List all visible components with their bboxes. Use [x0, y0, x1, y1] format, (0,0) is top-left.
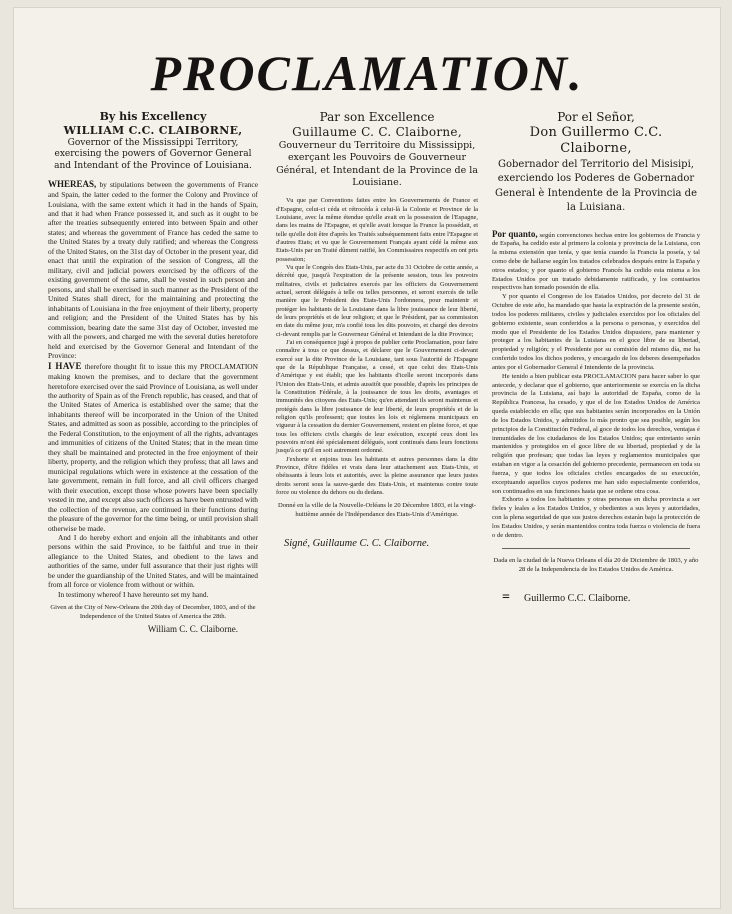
signature-mark-icon: =	[502, 589, 510, 605]
english-witness: In testimony whereof I have hereunto set my hand.	[58, 589, 209, 599]
french-para-2: Vu que le Congrès des Etats-Unis, par acte du 31 Octobre de cette année, a décrété que, jusqu'à l'expiration de la présente session, tous les pouvoirs militaires, civils et judiciaires exercés par les officiers du Gouvernement actuel, seront délégués à telle ou telles personnes, et seront exercés de telle manière que le Président des Etats-Unis l'ordonnera, pour maintenir et protéger les habitants de la Louisiane dans la libre jouissance de leur liberté, de leurs propriétés et de leur religion; et que le Président, par sa commission en date du même jour, m'a confié tous les dits pouvoirs, et chargé des devoirs ci-devant remplis par le Gouverneur Général et Intendant de la dite Province;	[276, 264, 478, 338]
spanish-para-2: Y por quanto el Congreso de los Estados Unidos, por decreto del 31 de Octubre de este año, ha mandado que hasta la expiración de la presente sesión, todos los poderes militares, civiles y judiciales exercidos por los oficiales del gobierno existente, sean conferidos a la persona o personas, y exercidos del modo que el Presidente de los Estados Unidos dispusiere, para mantener y proteger a los habitantes de la Luisiana en el goce libre de su libertad, propiedad y religión; y el Presidente por su comisión del mismo día, me ha conferido todos los dichos poderes, y encargado de los deberes desempeñados antes por el Gobernador General é Intendente de la provincia.	[492, 293, 700, 371]
french-body	[276, 197, 478, 551]
english-para-3: And I do hereby exhort and enjoin all the inhabitants and other persons within the said Province, to be faithful and true in their allegiance to the United States, and obedient to the laws and authorities of the same, under full assurance that their just rights will be under the guardianship of the United States, and will be maintained from all force or violence from without or within.	[48, 533, 258, 590]
english-column	[48, 110, 258, 636]
spanish-divider	[502, 548, 690, 549]
spanish-column	[492, 110, 700, 607]
english-lead: WHEREAS,	[48, 178, 97, 189]
english-i-have: I HAVE	[48, 360, 82, 371]
spanish-signature-line	[492, 589, 700, 608]
english-office: Governor of the Mississippi Territory, exercising the powers of Governor General and Intendant of the Province of Louisiana.	[54, 137, 252, 171]
english-signature: William C. C. Claiborne.	[147, 624, 238, 635]
spanish-para-3: He tenido a bien publicar esta PROCLAMACION para hacer saber lo que antecede, y declarar que el gobierno, que anteriormente se exercía en la dicha provincia de la Luisiana, así bajo la autoridad de España, como de la República Francesa, ha cesado, y que el de los Estados Unidos de América queda establecido en ella; que sus habitantes serán incorporados en la Unión de los Estados Unidos, y admitidos lo más pronto que sea posible, según los principios de la Constitución Federal, al goce de todos los derechos, ventajas é inmunidades de los ciudadanos de los Estados Unidos; que entretanto serán mantenidos y protegidos en el goce libre de su libertad, propiedad y de la religión que profesan; que todas las leyes y reglamentos municipales que estaban en vigor a la cesación del gobierno precedente, permanecen en toda su fuerza, y que todos los oficiales civiles encargados de su execución, exceptuando aquellos cuyos poderes me han sido especialmente conferidos, son continuados en sus funciones hasta que se ordene otra cosa.	[492, 372, 700, 495]
english-by-line: By his Excellency	[99, 110, 207, 123]
english-given: Given at the City of New-Orleans the 20th day of December, 1803, and of the Independence of the United States of America the 28th.	[50, 604, 256, 620]
spanish-given: Dada en la ciudad de la Nueva Orleans el día 20 de Diciembre de 1803, y año 28 de la Independencia de los Estados Unidos de América.	[493, 557, 699, 574]
proclamation-sheet	[14, 8, 720, 908]
spanish-by-line: Por el Señor,	[557, 110, 635, 124]
english-heading	[48, 110, 258, 173]
english-para-1: by stipulations between the governments of France and Spain, the latter ceded to the former the Colony and Province of Louisiana, with the same extent which it had in the hands of Spain, and that it had when France possessed it, and such as it ought to be after the treaties subsequently entered into between Spain and other states; and whereas the government of France has ceded the same to the United States by a treaty duly ratified; and whereas the Congress of the United States, on the 31st day of October in the present year, did enact that until the expiration of the session of Congress, all the military, civil and judicial powers exercised by the officers of the existing government of the same, shall be vested in such person and persons, and shall be exercised in such manner as the President of the United States shall direct, for the maintaining and protecting the inhabitants of Louisiana in the free enjoyment of their liberty, property and religion; and the President of the United States has by his commission, bearing date the same 31st day of October, invested me with all the powers, and charged me with the several duties heretofore held and exercised by the Governor General and Intendant of the Province:	[48, 179, 258, 361]
spanish-para-4: Exhorto a todos los habitantes y otras personas en dicha provincia a ser fieles y leales a los Estados Unidos, y obedientes a sus leyes y autoridades, con la plena seguridad de que sus justos derechos estarán bajo la protección de los Estados Unidos, y serán mantenidos contra toda fuerza o violencia de fuera o de dentro.	[492, 496, 700, 539]
french-heading	[276, 110, 478, 189]
spanish-office: Gobernador del Territorio del Misisipi, exerciendo los Poderes de Gobernador General è Intendente de la Provincia de la Luisiana.	[494, 158, 698, 213]
french-by-line: Par son Excellence	[319, 110, 435, 124]
french-para-1: Vu que par Conventions faites entre les Gouvernements de France et d'Espagne, celui-ci céda et rétrocéda à celui-là la Colonie et Province de la Louisiane, avec la même étendue qu'elle avait en la possession de l'Espagne, dans les mains de l'Espagne, et qu'elle avait lorsque la France la possédait, et telle qu'elle doit être d'après les Traités subséquemment faits entre l'Espagne et d'autres Etats; et vu que le Gouvernement Français ayant cédé la même aux Etats-Unis par un Traité dûment ratifié, les Commissaires respectifs en ont pris possession;	[276, 197, 478, 263]
french-signature: Signé, Guillaume C. C. Claiborne.	[284, 538, 430, 550]
spanish-para-1: según convenciones hechas entre los gobiernos de Francia y de España, ha cedido este al primero la colonia y provincia de la Luisiana, con la misma extensión que tenía, y que tenía cuando la Francia la poseía, y tal como debe de hallarse según los tratados celebrados después entre la España y otros estados; y por quanto el gobierno Francés ha cedido esta misma a los Estados Unidos por un tratado debidamente ratificado, y los comisarios respectivos han tomado posesión de ella.	[492, 231, 700, 292]
spanish-body	[492, 228, 700, 608]
french-given: Donné en la ville de la Nouvelle-Orléans le 20 Décembre 1803, et la vingt-huitième année de l'Indépendance des Etats-Unis d'Amérique.	[277, 502, 477, 518]
french-para-3: J'ai en conséquence jugé à propos de publier cette Proclamation, pour faire connaître à tous ce que dessus, et déclarer que le Gouvernement ci-devant exercé sur la dite Province de la Louisiane, tant sous l'autorité de l'Espagne que de la République Française, a cessé, et que celui des Etats-Unis d'Amérique y est établi; que les habitants d'icelle seront incorporés dans l'Union des Etats-Unis, et admis aussitôt que possible, d'après les principes de la Constitution Fédérale, à la jouissance de tous les droits, avantages et immunités des citoyens des Etats-Unis; qu'en attendant ils seront maintenus et protégés dans la libre jouissance de leur liberté, de leurs propriétés et de la religion qu'ils professent; que toutes les lois et réglemens municipaux en vigueur à la cessation du dernier Gouvernement, restent en pleine force, et que tous les officiers civils chargés de leur exécution, excepté ceux dont les pouvoirs m'ont été spécialement délégués, sont continués dans leurs fonctions jusqu'à ce qu'il en soit autrement ordonné.	[276, 338, 478, 455]
english-para-2: therefore thought fit to issue this my PROCLAMATION making known the premises, and to declare that the government heretofore exercised over the said Province of Louisiana, as well under the authority of Spain as of the French republic, has ceased, and that of the United States of America is established over the same; that the inhabitants thereof will be incorporated in the Union of the United States, and admitted as soon as possible, according to the principles of the Federal Constitution, to the enjoyment of all the rights, advantages and immunities of citizens of the United States; that in the mean time they shall be maintained and protected in the free enjoyment of their liberty, property, and the religion which they profess; that all laws and municipal regulations which were in existence at the cessation of the late government, remain in full force, and all civil officers charged with their execution, except those whose powers have been specially vested in me, and except also such officers as have been entrusted with the collection of the revenue, are continued in their functions during the pleasure of the governor for the time being, or until provision shall otherwise be made.	[48, 361, 258, 533]
spanish-name: Don Guillermo C.C. Claiborne,	[529, 125, 663, 157]
french-name: Guillaume C. C. Claiborne,	[292, 125, 462, 139]
spanish-heading	[492, 110, 700, 216]
french-column	[276, 110, 478, 551]
spanish-lead: Por quanto,	[492, 228, 538, 239]
english-name: WILLIAM C.C. CLAIBORNE,	[63, 123, 243, 137]
proclamation-title: PROCLAMATION.	[150, 45, 584, 101]
english-body	[48, 179, 258, 636]
spanish-signature: Guillermo C.C. Claiborne.	[523, 592, 631, 604]
french-office: Gouverneur du Territoire du Mississippi, exerçant les Pouvoirs de Gouverneur Général, et Intendant de la Province de la Louisiane.	[276, 140, 478, 189]
french-para-4: J'exhorte et enjoins tous les habitants et autres personnes dans la dite Province, d'être fidèles et vrais dans leur attachement aux Etats-Unis, et obéissants à leurs lois et autorités, avec la pleine assurance que leurs justes droits seront sous la sauve-garde des Etats-Unis, et maintenus contre toute force ou violence du dehors ou du dedans.	[276, 455, 478, 496]
